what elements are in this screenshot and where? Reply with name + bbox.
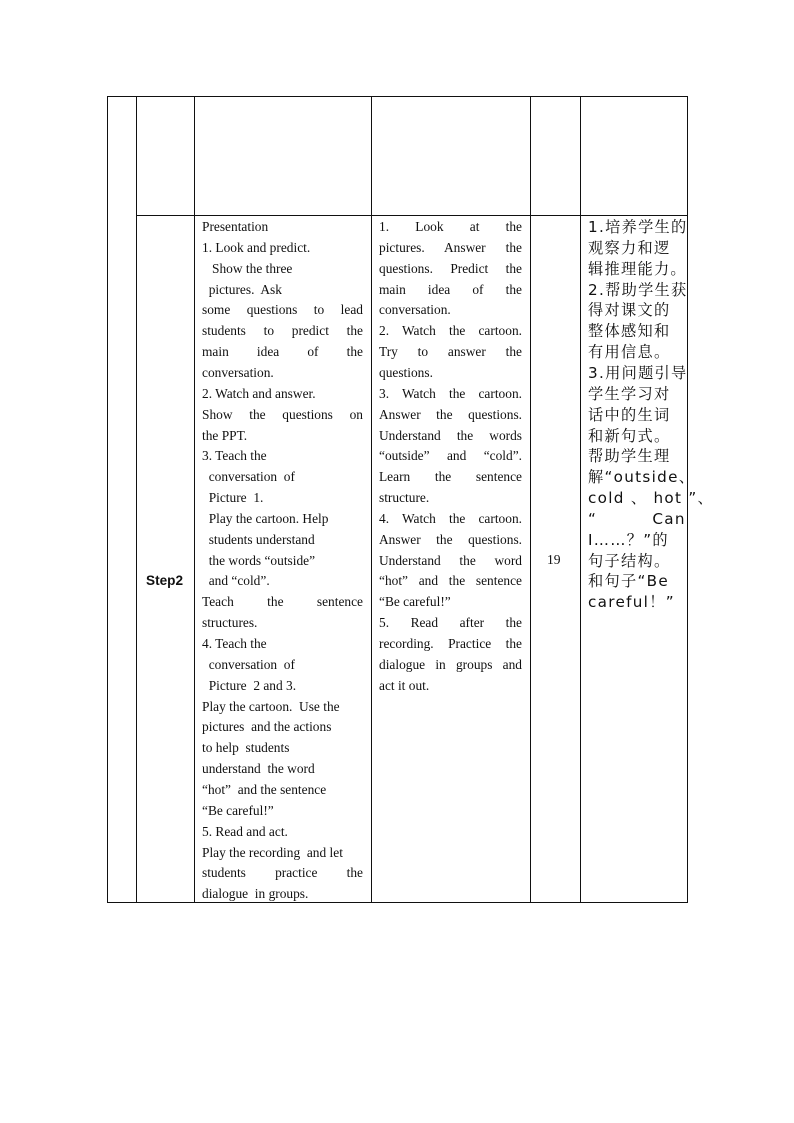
purpose-line: “ Can — [588, 509, 686, 528]
column-divider-1 — [136, 96, 137, 903]
purpose-line: 句子结构。 — [588, 551, 671, 570]
student-activity-line: 2. Watch the cartoon. — [379, 323, 522, 339]
time-minutes: 19 — [547, 552, 561, 567]
purpose-line: 得对课文的 — [588, 301, 671, 320]
teacher-activity-line: Picture 2 and 3. — [202, 677, 297, 693]
student-activity-line: 4. Watch the cartoon. — [379, 510, 522, 526]
teacher-activity-line: Show the three — [202, 260, 293, 276]
teacher-activity-line: pictures and the actions — [202, 719, 332, 735]
student-activity-line: Learn the sentence — [379, 469, 522, 485]
teacher-activity-line: 1. Look and predict. — [202, 239, 311, 255]
purpose-line: 辑推理能力。 — [588, 259, 687, 278]
purpose-line: careful！” — [588, 593, 675, 612]
purpose-line: 3.用问题引导 — [588, 363, 688, 382]
student-activity-line: questions. Predict the — [379, 260, 522, 276]
purpose-line: 和新句式。 — [588, 426, 671, 445]
student-activity-line: questions. — [379, 364, 433, 380]
purpose-line: 帮助学生理 — [588, 447, 671, 466]
student-activity-line: 1. Look at the — [379, 219, 522, 234]
teacher-activity-line: Play the recording and let — [202, 844, 343, 860]
table-border-left — [107, 96, 108, 903]
student-activity-line: Try to answer the — [379, 344, 522, 360]
teacher-activity-line: 3. Teach the — [202, 448, 267, 464]
purpose-line: 2.帮助学生获 — [588, 280, 688, 299]
student-activity-line: Answer the questions. — [379, 406, 522, 422]
student-activity-line: main idea of the — [379, 281, 522, 297]
teacher-activity-line: some questions to lead — [202, 302, 363, 318]
teacher-activity-line: students to predict the — [202, 323, 363, 339]
teacher-activity-line: conversation of — [202, 656, 295, 672]
row-divider — [136, 215, 688, 216]
column-divider-4 — [530, 96, 531, 903]
column-divider-3 — [371, 96, 372, 903]
teacher-activity-line: main idea of the — [202, 344, 363, 360]
teacher-activity-line: Presentation — [202, 219, 269, 234]
teacher-activity-line: 4. Teach the — [202, 636, 267, 651]
teacher-activity-line: students practice the — [202, 865, 363, 881]
teacher-activity-line: structures. — [202, 615, 258, 631]
purpose-line: cold 、 hot ”、 — [588, 489, 715, 508]
column-divider-5 — [580, 96, 581, 903]
purpose-line: 整体感知和 — [588, 322, 671, 341]
student-activity-line: “Be careful!” — [379, 594, 451, 610]
teacher-activity-line: 5. Read and act. — [202, 823, 288, 839]
step-label: Step2 — [146, 573, 184, 588]
student-activity-line: pictures. Answer the — [379, 239, 522, 255]
student-activity-line: act it out. — [379, 677, 430, 693]
teacher-activity-line: the words “outside” — [202, 552, 316, 568]
teacher-activity-line: the PPT. — [202, 427, 248, 443]
teacher-activity-line: to help students — [202, 740, 290, 756]
teacher-activity-line: pictures. Ask — [202, 281, 282, 297]
student-activity-line: recording. Practice the — [379, 636, 522, 651]
purpose-line: 学生学习对 — [588, 384, 671, 403]
teacher-activity-line: “hot” and the sentence — [202, 781, 327, 797]
purpose-line: 有用信息。 — [588, 343, 671, 362]
teacher-activity-line: Picture 1. — [202, 490, 264, 506]
student-activity-line: Understand the word — [379, 552, 522, 568]
student-activity-line: “outside” and “cold”. — [379, 448, 522, 464]
student-activity-line: Answer the questions. — [379, 531, 522, 547]
student-activity-line: 5. Read after the — [379, 615, 522, 631]
student-activity-line: conversation. — [379, 302, 451, 318]
student-activity-line: dialogue in groups and — [379, 656, 522, 672]
student-activity-line: “hot” and the sentence — [379, 573, 522, 589]
student-activity-line: structure. — [379, 490, 430, 506]
teacher-activity-line: dialogue in groups. — [202, 886, 309, 902]
purpose-line: 1.培养学生的 — [588, 218, 688, 236]
teacher-activity-line: Play the cartoon. Help — [202, 510, 329, 526]
teacher-activity-line: Teach the sentence — [202, 594, 363, 610]
purpose-line: 解“outside、 — [588, 468, 696, 487]
teacher-activity-line: “Be careful!” — [202, 802, 274, 818]
purpose-line: 话中的生词 — [588, 405, 671, 424]
teacher-activity-line: students understand — [202, 531, 315, 547]
teacher-activity-line: conversation of — [202, 469, 295, 485]
teacher-activity-line: understand the word — [202, 761, 315, 777]
teacher-activity-line: Play the cartoon. Use the — [202, 698, 340, 714]
purpose-line: 观察力和逻 — [588, 238, 671, 257]
teacher-activity-line: conversation. — [202, 364, 274, 380]
teacher-activity-line: Show the questions on — [202, 406, 363, 422]
purpose-line: I……？”的 — [588, 530, 669, 549]
teacher-activity-line: 2. Watch and answer. — [202, 385, 316, 401]
teacher-activity-line: and “cold”. — [202, 573, 270, 589]
column-divider-2 — [194, 96, 195, 903]
student-activity-line: 3. Watch the cartoon. — [379, 385, 522, 401]
student-activity-line: Understand the words — [379, 427, 522, 443]
purpose-line: 和句子“Be — [588, 572, 669, 591]
